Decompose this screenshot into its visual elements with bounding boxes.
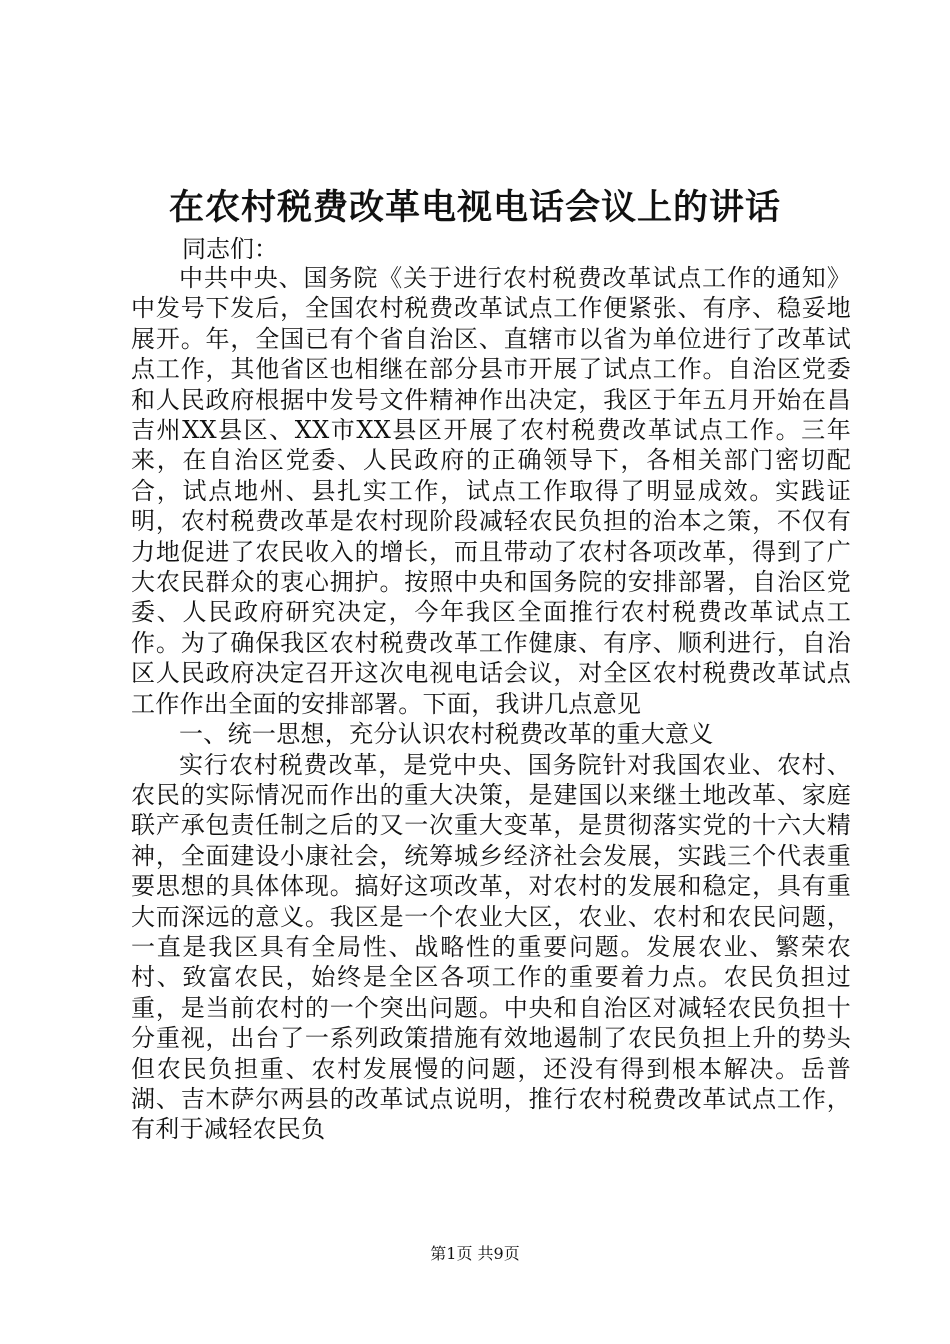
document-body [131,263,851,1145]
paragraph-section-1: 实行农村税费改革，是党中央、国务院针对我国农业、农村、农民的实际情况而作出的重大决策，是建国以来继土地改革、家庭联产承包责任制之后的又一次重大变革，是贯彻落实党的十六大精神，全面建设小康社会，统筹城乡经济社会发展，实践三个代表重要思想的具体体现。搞好这项改革，对农村的发展和稳定，具有重大而深远的意义。我区是一个农业大区，农业、农村和农民问题，一直是我区具有全局性、战略性的重要问题。发展农业、繁荣农村、致富农民，始终是全区各项工作的重要着力点。农民负担过重，是当前农村的一个突出问题。中央和自治区对减轻农民负担十分重视，出台了一系列政策措施有效地遏制了农民负担上升的势头但农民负担重、农村发展慢的问题，还没有得到根本解决。岳普湖、吉木萨尔两县的改革试点说明，推行农村税费改革试点工作，有利于减轻农民负 [131,750,851,1144]
page-number-footer: 第1页 共9页 [430,1244,520,1263]
paragraph-intro: 中共中央、国务院《关于进行农村税费改革试点工作的通知》中发号下发后，全国农村税费改革试点工作便紧张、有序、稳妥地展开。年，全国已有个省自治区、直辖市以省为单位进行了改革试点工作，其他省区也相继在部分县市开展了试点工作。自治区党委和人民政府根据中发号文件精神作出决定，我区于年五月开始在昌吉州XX县区、XX市XX县区开展了农村税费改革试点工作。三年来，在自治区党委、人民政府的正确领导下，各相关部门密切配合，试点地州、县扎实工作，试点工作取得了明显成效。实践证明，农村税费改革是农村现阶段减轻农民负担的治本之策，不仅有力地促进了农民收入的增长，而且带动了农村各项改革，得到了广大农民群众的衷心拥护。按照中央和国务院的安排部署，自治区党委、人民政府研究决定，今年我区全面推行农村税费改革试点工作。为了确保我区农村税费改革工作健康、有序、顺利进行，自治区人民政府决定召开这次电视电话会议，对全区农村税费改革试点工作作出全面的安排部署。下面，我讲几点意见 [131,264,851,718]
page-title: 在农村税费改革电视电话会议上的讲话 [168,187,781,228]
section-heading-1: 一、统一思想，充分认识农村税费改革的重大意义 [179,720,714,749]
salutation: 同志们： [182,235,278,263]
